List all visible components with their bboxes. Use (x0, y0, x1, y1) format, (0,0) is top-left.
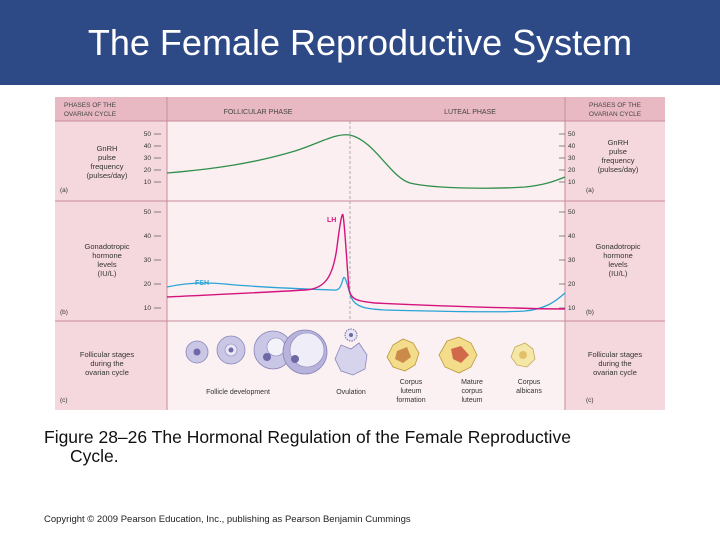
mature-corpus-luteum-line: luteum (461, 397, 483, 404)
panel-c-tag-right: (c) (586, 397, 594, 404)
figure-caption (44, 428, 684, 466)
panel-c-tag-left: (c) (60, 397, 68, 404)
corpus-luteum-formation-line: formation (396, 397, 426, 404)
axis-tick-label: 10 (568, 305, 576, 312)
axis-tick-label: 50 (143, 131, 151, 138)
panel-b-tag-left: (b) (60, 309, 68, 316)
mature-corpus-luteum-label (461, 379, 483, 404)
panel-a-right-line: pulse (609, 147, 627, 156)
follicle-area-background (167, 321, 565, 410)
ovulation-label: Ovulation (336, 389, 366, 396)
lh-label: LH (327, 217, 337, 224)
panel-b-right-line: Gonadotropic (595, 242, 641, 251)
follicle-development-label: Follicle development (206, 389, 270, 396)
axis-tick-label: 10 (143, 179, 151, 186)
header-left-line2: OVARIAN CYCLE (63, 111, 117, 118)
panel-c-right-line: Follicular stages (587, 350, 643, 359)
panel-b-left-line: levels (97, 260, 117, 269)
panel-a-right-line: frequency (601, 156, 635, 165)
axis-tick-label: 30 (568, 257, 576, 264)
panel-c-left-line: ovarian cycle (85, 368, 129, 377)
panel-a-left-line: GnRH (96, 144, 118, 153)
axis-tick-label: 20 (143, 281, 151, 288)
slide-title: The Female Reproductive System (87, 22, 633, 63)
luteal-phase-label: LUTEAL PHASE (444, 109, 496, 116)
header-right-line2: OVARIAN CYCLE (588, 111, 642, 118)
axis-tick-label: 20 (143, 167, 151, 174)
axis-tick-label: 20 (568, 281, 576, 288)
mature-follicle-illustration (283, 330, 327, 374)
caption-line-1: Figure 28–26 The Hormonal Regulation of the Female Reproductive (44, 427, 571, 447)
figure-diagram (55, 97, 665, 410)
corpus-albicans-line: albicans (516, 388, 542, 395)
axis-tick-label: 20 (568, 167, 576, 174)
caption-line-2: Cycle. (70, 446, 119, 466)
primary-follicle-illustration (217, 336, 245, 364)
header-row (55, 97, 665, 121)
panel-b-tag-right: (b) (586, 309, 594, 316)
primordial-follicle-illustration (186, 341, 208, 363)
panel-a-right-line: (pulses/day) (597, 165, 639, 174)
axis-tick-label: 50 (143, 209, 151, 216)
hormonal-regulation-figure (55, 97, 665, 410)
panel-b-left-line: hormone (92, 251, 122, 260)
axis-tick-label: 40 (568, 143, 576, 150)
follicular-phase-label: FOLLICULAR PHASE (223, 109, 293, 116)
header-left-line1: PHASES OF THE (64, 102, 116, 109)
panel-a-tag-left: (a) (60, 187, 68, 194)
graph-area-background (167, 121, 565, 321)
axis-tick-label: 50 (568, 209, 576, 216)
title-bar (0, 0, 720, 85)
axis-tick-label: 30 (143, 155, 151, 162)
panel-b-left-line: (IU/L) (97, 269, 117, 278)
panel-b-right-line: levels (608, 260, 628, 269)
corpus-luteum-formation-label (396, 379, 425, 404)
axis-tick-label: 40 (143, 143, 151, 150)
panel-c-left-line: during the (90, 359, 124, 368)
panel-a-left-line: pulse (98, 153, 116, 162)
corpus-luteum-formation-line: luteum (400, 388, 422, 395)
corpus-luteum-formation-line: Corpus (399, 379, 423, 386)
corpus-albicans-line: Corpus (517, 379, 541, 386)
panel-a-tag-right: (a) (586, 187, 594, 194)
fsh-label: FSH (195, 280, 209, 287)
axis-tick-label: 30 (143, 257, 151, 264)
header-right-line1: PHASES OF THE (589, 102, 641, 109)
axis-tick-label: 10 (568, 179, 576, 186)
panel-c-right-line: ovarian cycle (593, 368, 637, 377)
mature-corpus-luteum-line: Mature (461, 379, 483, 386)
copyright-notice: Copyright © 2009 Pearson Education, Inc., publishing as Pearson Benjamin Cummings (44, 514, 411, 525)
panel-b-right-line: (IU/L) (608, 269, 628, 278)
mature-corpus-luteum-line: corpus (461, 388, 483, 395)
axis-tick-label: 30 (568, 155, 576, 162)
axis-tick-label: 50 (568, 131, 576, 138)
panel-c-right-line: during the (598, 359, 632, 368)
axis-tick-label: 40 (143, 233, 151, 240)
axis-tick-label: 10 (143, 305, 151, 312)
panel-a-left-line: frequency (90, 162, 124, 171)
panel-a-right-line: GnRH (607, 138, 629, 147)
panel-b-left-line: Gonadotropic (84, 242, 130, 251)
panel-c-left-line: Follicular stages (79, 350, 135, 359)
axis-tick-label: 40 (568, 233, 576, 240)
panel-b-right-line: hormone (603, 251, 633, 260)
panel-a-left-line: (pulses/day) (86, 171, 128, 180)
